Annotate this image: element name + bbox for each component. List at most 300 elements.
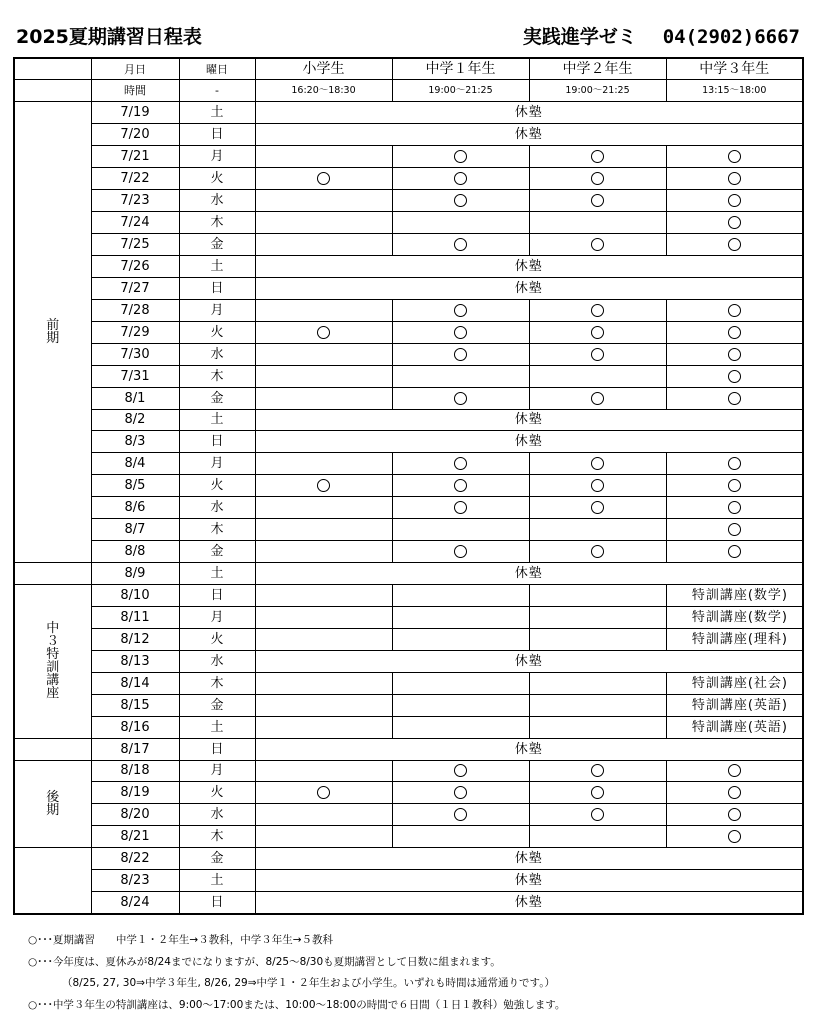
table-row	[14, 343, 803, 365]
circle-mark-icon	[728, 808, 741, 821]
header-time-dash: -	[179, 80, 255, 102]
table-row	[14, 804, 803, 826]
empty-cell	[529, 606, 666, 628]
table-row	[14, 738, 803, 760]
period-char: 中	[46, 621, 60, 637]
table-row	[14, 124, 803, 146]
weekday-cell: 金	[179, 694, 255, 716]
session-cell	[392, 826, 529, 848]
weekday-cell: 日	[179, 124, 255, 146]
session-cell	[529, 519, 666, 541]
weekday-cell: 月	[179, 299, 255, 321]
period-char: 前	[46, 318, 60, 334]
session-cell	[666, 212, 803, 234]
weekday-cell: 金	[179, 541, 255, 563]
weekday-cell: 水	[179, 497, 255, 519]
weekday-cell: 木	[179, 519, 255, 541]
empty-cell	[392, 716, 529, 738]
date-cell: 8/15	[91, 694, 179, 716]
table-row	[14, 716, 803, 738]
table-row	[14, 782, 803, 804]
date-cell: 7/31	[91, 365, 179, 387]
empty-cell	[529, 672, 666, 694]
time-row	[14, 80, 803, 102]
special-course-cell: 特訓講座(理科)	[666, 628, 803, 650]
circle-mark-icon	[454, 808, 467, 821]
session-cell	[255, 453, 392, 475]
circle-mark-icon	[728, 370, 741, 383]
weekday-cell: 金	[179, 234, 255, 256]
session-cell	[392, 782, 529, 804]
session-cell	[255, 541, 392, 563]
special-course-cell: 特訓講座(英語)	[666, 716, 803, 738]
closed-cell: 休塾	[255, 255, 803, 277]
period-char: ３	[46, 634, 60, 650]
date-cell: 8/24	[91, 892, 179, 914]
date-cell: 8/10	[91, 585, 179, 607]
session-cell	[255, 365, 392, 387]
closed-cell: 休塾	[255, 848, 803, 870]
circle-mark-icon	[317, 172, 330, 185]
session-cell	[529, 760, 666, 782]
empty-cell	[255, 585, 392, 607]
weekday-cell: 火	[179, 628, 255, 650]
session-cell	[529, 453, 666, 475]
date-cell: 8/8	[91, 541, 179, 563]
date-cell: 7/29	[91, 321, 179, 343]
date-cell: 8/9	[91, 563, 179, 585]
period-label	[14, 760, 91, 848]
table-row	[14, 563, 803, 585]
table-row	[14, 255, 803, 277]
table-row	[14, 102, 803, 124]
session-cell	[255, 168, 392, 190]
date-cell: 8/19	[91, 782, 179, 804]
session-cell	[392, 387, 529, 409]
header-class-jh1: 中学１年生	[392, 58, 529, 80]
date-cell: 8/18	[91, 760, 179, 782]
school-contact	[523, 22, 800, 49]
session-cell	[392, 541, 529, 563]
date-cell: 8/17	[91, 738, 179, 760]
header-class-jh2: 中学２年生	[529, 58, 666, 80]
closed-cell: 休塾	[255, 102, 803, 124]
period-char: 訓	[46, 660, 60, 676]
session-cell	[529, 804, 666, 826]
date-cell: 7/30	[91, 343, 179, 365]
table-row	[14, 519, 803, 541]
time-elementary: 16:20～18:30	[255, 80, 392, 102]
table-row	[14, 146, 803, 168]
session-cell	[392, 760, 529, 782]
weekday-cell: 木	[179, 826, 255, 848]
session-cell	[666, 343, 803, 365]
session-cell	[255, 782, 392, 804]
circle-mark-icon	[454, 479, 467, 492]
circle-mark-icon	[728, 172, 741, 185]
closed-cell: 休塾	[255, 892, 803, 914]
special-course-cell: 特訓講座(数学)	[666, 585, 803, 607]
session-cell	[666, 826, 803, 848]
table-row	[14, 606, 803, 628]
session-cell	[666, 365, 803, 387]
session-cell	[255, 826, 392, 848]
weekday-cell: 日	[179, 277, 255, 299]
circle-mark-icon	[728, 150, 741, 163]
date-cell: 8/5	[91, 475, 179, 497]
circle-mark-icon	[728, 830, 741, 843]
weekday-cell: 木	[179, 672, 255, 694]
session-cell	[392, 497, 529, 519]
header-time: 時間	[91, 80, 179, 102]
session-cell	[392, 321, 529, 343]
time-jh1: 19:00～21:25	[392, 80, 529, 102]
note-line: （8/25, 27, 30⇒中学３年生, 8/26, 29⇒中学１・２年生および小学生。いずれも時間は通常通りです。）	[62, 977, 555, 989]
session-cell	[255, 475, 392, 497]
circle-mark-icon	[728, 216, 741, 229]
circle-mark-icon	[317, 326, 330, 339]
session-cell	[392, 190, 529, 212]
session-cell	[529, 343, 666, 365]
table-row	[14, 541, 803, 563]
table-row	[14, 628, 803, 650]
weekday-cell: 火	[179, 475, 255, 497]
empty-cell	[392, 672, 529, 694]
session-cell	[255, 760, 392, 782]
header-date: 月日	[91, 58, 179, 80]
note-line: ○･･･中学３年生の特訓講座は、9:00～17:00または、10:00～18:00の時間で６日間（１日１教科）勉強します。	[28, 998, 566, 1011]
circle-mark-icon	[728, 348, 741, 361]
circle-mark-icon	[591, 479, 604, 492]
circle-mark-icon	[591, 194, 604, 207]
weekday-cell: 土	[179, 255, 255, 277]
circle-mark-icon	[591, 501, 604, 514]
table-row	[14, 870, 803, 892]
date-cell: 7/28	[91, 299, 179, 321]
circle-mark-icon	[728, 764, 741, 777]
date-cell: 8/21	[91, 826, 179, 848]
closed-cell: 休塾	[255, 738, 803, 760]
session-cell	[255, 804, 392, 826]
table-row	[14, 650, 803, 672]
date-cell: 8/14	[91, 672, 179, 694]
session-cell	[529, 541, 666, 563]
circle-mark-icon	[591, 392, 604, 405]
empty-cell	[529, 628, 666, 650]
weekday-cell: 木	[179, 212, 255, 234]
date-cell: 8/6	[91, 497, 179, 519]
weekday-cell: 土	[179, 716, 255, 738]
page-title: 2025夏期講習日程表	[16, 26, 202, 48]
school-name: 実践進学ゼミ	[522, 26, 637, 48]
session-cell	[255, 190, 392, 212]
weekday-cell: 日	[179, 431, 255, 453]
session-cell	[255, 146, 392, 168]
date-cell: 8/13	[91, 650, 179, 672]
session-cell	[529, 387, 666, 409]
session-cell	[392, 365, 529, 387]
weekday-cell: 水	[179, 190, 255, 212]
session-cell	[666, 321, 803, 343]
date-cell: 7/23	[91, 190, 179, 212]
date-cell: 8/2	[91, 409, 179, 431]
empty-cell	[529, 694, 666, 716]
circle-mark-icon	[454, 194, 467, 207]
empty-cell	[392, 606, 529, 628]
empty-cell	[255, 716, 392, 738]
session-cell	[666, 760, 803, 782]
weekday-cell: 土	[179, 102, 255, 124]
session-cell	[255, 519, 392, 541]
session-cell	[666, 519, 803, 541]
closed-cell: 休塾	[255, 563, 803, 585]
header-row	[14, 58, 803, 80]
session-cell	[392, 519, 529, 541]
table-row	[14, 321, 803, 343]
weekday-cell: 火	[179, 168, 255, 190]
circle-mark-icon	[591, 808, 604, 821]
period-char: 座	[46, 686, 60, 702]
table-row	[14, 585, 803, 607]
circle-mark-icon	[728, 238, 741, 251]
weekday-cell: 月	[179, 760, 255, 782]
special-course-cell: 特訓講座(英語)	[666, 694, 803, 716]
circle-mark-icon	[728, 786, 741, 799]
period-blank	[14, 563, 91, 585]
period-label	[14, 102, 91, 563]
circle-mark-icon	[728, 304, 741, 317]
empty-cell	[255, 606, 392, 628]
session-cell	[666, 146, 803, 168]
empty-cell	[255, 672, 392, 694]
table-row	[14, 168, 803, 190]
session-cell	[255, 212, 392, 234]
closed-cell: 休塾	[255, 650, 803, 672]
empty-cell	[529, 585, 666, 607]
table-row	[14, 475, 803, 497]
note-line: ○･･･今年度は、夏休みが8/24までになりますが、8/25～8/30も夏期講習として日数に組まれます。	[28, 955, 501, 968]
session-cell	[392, 299, 529, 321]
empty-cell	[392, 694, 529, 716]
circle-mark-icon	[454, 304, 467, 317]
table-row	[14, 848, 803, 870]
session-cell	[666, 234, 803, 256]
date-cell: 8/22	[91, 848, 179, 870]
table-row	[14, 497, 803, 519]
period-char: 講	[46, 673, 60, 689]
weekday-cell: 月	[179, 606, 255, 628]
weekday-cell: 火	[179, 321, 255, 343]
circle-mark-icon	[591, 326, 604, 339]
special-course-cell: 特訓講座(数学)	[666, 606, 803, 628]
date-cell: 7/26	[91, 255, 179, 277]
note-line: ○･･･夏期講習 中学１・２年生→３教科，中学３年生→５教科	[28, 934, 334, 946]
circle-mark-icon	[728, 523, 741, 536]
table-row	[14, 453, 803, 475]
circle-mark-icon	[454, 786, 467, 799]
circle-mark-icon	[728, 194, 741, 207]
session-cell	[666, 453, 803, 475]
circle-mark-icon	[454, 150, 467, 163]
period-blank	[14, 738, 91, 760]
session-cell	[666, 782, 803, 804]
circle-mark-icon	[591, 150, 604, 163]
session-cell	[666, 541, 803, 563]
table-row	[14, 234, 803, 256]
circle-mark-icon	[728, 392, 741, 405]
weekday-cell: 月	[179, 453, 255, 475]
circle-mark-icon	[317, 479, 330, 492]
table-row	[14, 277, 803, 299]
period-char: 特	[46, 647, 60, 663]
circle-mark-icon	[728, 326, 741, 339]
empty-cell	[255, 694, 392, 716]
circle-mark-icon	[591, 348, 604, 361]
date-cell: 8/23	[91, 870, 179, 892]
table-row	[14, 190, 803, 212]
circle-mark-icon	[454, 457, 467, 470]
period-char: 期	[46, 331, 60, 347]
session-cell	[255, 234, 392, 256]
circle-mark-icon	[454, 326, 467, 339]
date-cell: 7/22	[91, 168, 179, 190]
circle-mark-icon	[454, 172, 467, 185]
session-cell	[529, 497, 666, 519]
empty-cell	[392, 585, 529, 607]
circle-mark-icon	[591, 304, 604, 317]
weekday-cell: 土	[179, 563, 255, 585]
circle-mark-icon	[728, 457, 741, 470]
header-class-jh3: 中学３年生	[666, 58, 803, 80]
session-cell	[666, 299, 803, 321]
empty-cell	[255, 628, 392, 650]
weekday-cell: 月	[179, 146, 255, 168]
table-row	[14, 826, 803, 848]
session-cell	[529, 321, 666, 343]
session-cell	[392, 804, 529, 826]
table-row	[14, 672, 803, 694]
circle-mark-icon	[454, 764, 467, 777]
date-cell: 7/19	[91, 102, 179, 124]
table-row	[14, 299, 803, 321]
session-cell	[529, 299, 666, 321]
session-cell	[529, 234, 666, 256]
notes	[28, 935, 798, 1021]
session-cell	[666, 497, 803, 519]
session-cell	[255, 343, 392, 365]
weekday-cell: 金	[179, 387, 255, 409]
schedule-table	[13, 57, 804, 915]
session-cell	[529, 365, 666, 387]
circle-mark-icon	[591, 172, 604, 185]
closed-cell: 休塾	[255, 870, 803, 892]
date-cell: 7/21	[91, 146, 179, 168]
date-cell: 8/7	[91, 519, 179, 541]
weekday-cell: 火	[179, 782, 255, 804]
session-cell	[666, 804, 803, 826]
session-cell	[392, 146, 529, 168]
session-cell	[392, 343, 529, 365]
closed-cell: 休塾	[255, 277, 803, 299]
period-char: 後	[46, 789, 60, 805]
date-cell: 8/12	[91, 628, 179, 650]
header-weekday: 曜日	[179, 58, 255, 80]
session-cell	[529, 190, 666, 212]
closed-cell: 休塾	[255, 124, 803, 146]
weekday-cell: 水	[179, 650, 255, 672]
date-cell: 8/3	[91, 431, 179, 453]
circle-mark-icon	[454, 238, 467, 251]
weekday-cell: 木	[179, 365, 255, 387]
table-row	[14, 365, 803, 387]
table-row	[14, 694, 803, 716]
circle-mark-icon	[728, 479, 741, 492]
empty-cell	[529, 716, 666, 738]
circle-mark-icon	[317, 786, 330, 799]
date-cell: 8/11	[91, 606, 179, 628]
table-row	[14, 212, 803, 234]
session-cell	[529, 212, 666, 234]
circle-mark-icon	[591, 457, 604, 470]
weekday-cell: 日	[179, 892, 255, 914]
time-period-blank	[14, 80, 91, 102]
time-jh2: 19:00～21:25	[529, 80, 666, 102]
date-cell: 8/4	[91, 453, 179, 475]
weekday-cell: 日	[179, 738, 255, 760]
session-cell	[529, 475, 666, 497]
table-row	[14, 409, 803, 431]
session-cell	[255, 387, 392, 409]
circle-mark-icon	[591, 764, 604, 777]
session-cell	[255, 497, 392, 519]
circle-mark-icon	[454, 545, 467, 558]
session-cell	[392, 212, 529, 234]
weekday-cell: 金	[179, 848, 255, 870]
table-row	[14, 387, 803, 409]
date-cell: 7/27	[91, 277, 179, 299]
session-cell	[529, 782, 666, 804]
closed-cell: 休塾	[255, 409, 803, 431]
period-label	[14, 585, 91, 739]
circle-mark-icon	[591, 545, 604, 558]
session-cell	[529, 146, 666, 168]
date-cell: 7/24	[91, 212, 179, 234]
special-course-cell: 特訓講座(社会)	[666, 672, 803, 694]
circle-mark-icon	[454, 501, 467, 514]
period-char: 期	[46, 802, 60, 818]
date-cell: 7/25	[91, 234, 179, 256]
header-period-blank	[14, 58, 91, 80]
closed-cell: 休塾	[255, 431, 803, 453]
circle-mark-icon	[591, 238, 604, 251]
weekday-cell: 土	[179, 870, 255, 892]
table-row	[14, 892, 803, 914]
header-class-elementary: 小学生	[255, 58, 392, 80]
circle-mark-icon	[728, 545, 741, 558]
weekday-cell: 土	[179, 409, 255, 431]
session-cell	[255, 321, 392, 343]
session-cell	[392, 234, 529, 256]
time-jh3: 13:15～18:00	[666, 80, 803, 102]
circle-mark-icon	[454, 392, 467, 405]
circle-mark-icon	[454, 348, 467, 361]
session-cell	[666, 168, 803, 190]
session-cell	[529, 826, 666, 848]
session-cell	[392, 168, 529, 190]
date-cell: 8/16	[91, 716, 179, 738]
session-cell	[666, 387, 803, 409]
table-row	[14, 760, 803, 782]
